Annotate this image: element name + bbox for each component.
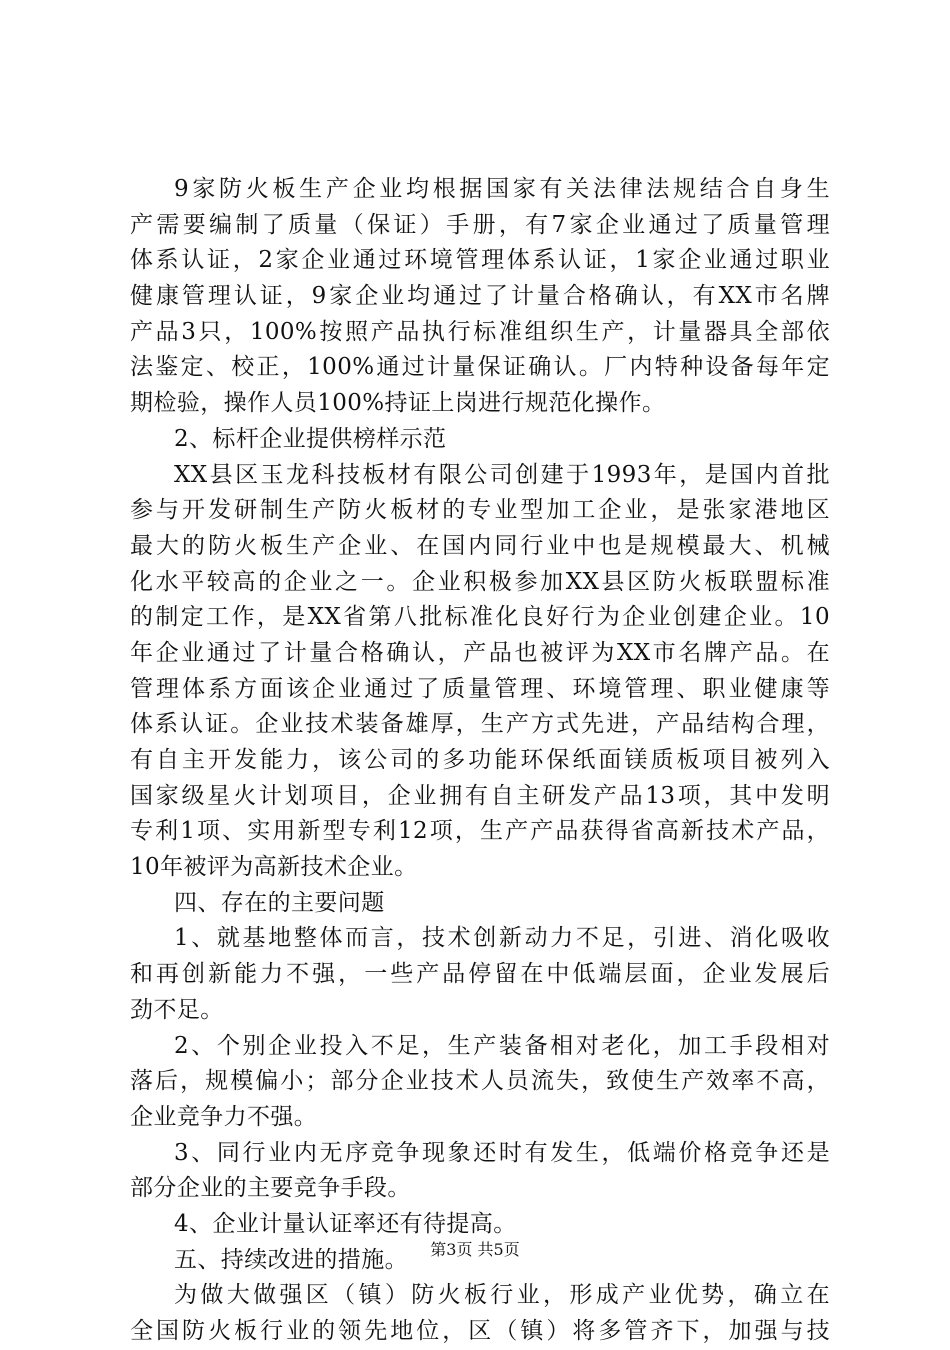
text-line: 的制定工作，是XX省第八批标准化良好行为企业创建企业。10	[130, 604, 830, 631]
text-line: 3、同行业内无序竞争现象还时有发生，低端价格竞争还是	[174, 1139, 830, 1166]
section-heading: 四、存在的主要问题	[174, 889, 385, 916]
text-line: 9家防火板生产企业均根据国家有关法律法规结合自身生	[174, 176, 830, 202]
page-number: 第3页 共5页	[430, 1240, 520, 1259]
text-line: 2、个别企业投入不足，生产装备相对老化，加工手段相对	[174, 1032, 830, 1059]
text-line: 和再创新能力不强，一些产品停留在中低端层面，企业发展后	[130, 961, 830, 988]
text-line: 4、企业计量认证率还有待提高。	[174, 1210, 517, 1237]
text-line: 全国防火板行业的领先地位，区（镇）将多管齐下，加强与技	[130, 1318, 830, 1344]
text-line: 法鉴定、校正，100%通过计量保证确认。厂内特种设备每年定	[130, 354, 830, 381]
text-line: 体系认证，2家企业通过环境管理体系认证，1家企业通过职业	[130, 247, 830, 274]
text-line: 落后，规模偏小；部分企业技术人员流失，致使生产效率不高，	[130, 1068, 830, 1095]
text-line: 产需要编制了质量（保证）手册，有7家企业通过了质量管理	[130, 211, 830, 238]
text-line: 部分企业的主要竞争手段。	[130, 1175, 411, 1202]
text-line: 产品3只，100%按照产品执行标准组织生产，计量器具全部依	[130, 318, 830, 345]
text-line: 国家级星火计划项目，企业拥有自主研发产品13项，其中发明	[130, 782, 830, 809]
text-line: 为做大做强区（镇）防火板行业，形成产业优势，确立在	[174, 1282, 830, 1309]
text-line: 劲不足。	[130, 996, 224, 1023]
text-line: 期检验，操作人员100%持证上岗进行规范化操作。	[130, 390, 666, 417]
text-line: 参与开发研制生产防火板材的专业型加工企业，是张家港地区	[130, 497, 830, 524]
page-footer	[0, 1240, 950, 1260]
text-line: 管理体系方面该企业通过了质量管理、环境管理、职业健康等	[130, 675, 830, 702]
text-line: 有自主开发能力，该公司的多功能环保纸面镁质板项目被列入	[130, 747, 830, 773]
text-line: 1、就基地整体而言，技术创新动力不足，引进、消化吸收	[174, 925, 830, 952]
text-line: 体系认证。企业技术装备雄厚，生产方式先进，产品结构合理，	[130, 711, 830, 738]
text-line: 化水平较高的企业之一。企业积极参加XX县区防火板联盟标准	[130, 568, 830, 595]
section-heading: 五、持续改进的措施。	[174, 1246, 408, 1273]
text-line: XX县区玉龙科技板材有限公司创建于1993年，是国内首批	[174, 461, 830, 488]
text-line: 10年被评为高新技术企业。	[130, 854, 418, 881]
text-line: 专利1项、实用新型专利12项，生产产品获得省高新技术产品，	[130, 818, 830, 845]
text-line: 最大的防火板生产企业、在国内同行业中也是规模最大、机械	[130, 532, 830, 559]
text-line: 企业竞争力不强。	[130, 1103, 318, 1130]
body-text	[130, 172, 830, 1350]
text-line: 年企业通过了计量合格确认，产品也被评为XX市名牌产品。在	[130, 639, 830, 666]
section-heading: 2、标杆企业提供榜样示范	[174, 425, 447, 452]
text-line: 健康管理认证，9家企业均通过了计量合格确认，有XX市名牌	[130, 283, 830, 310]
